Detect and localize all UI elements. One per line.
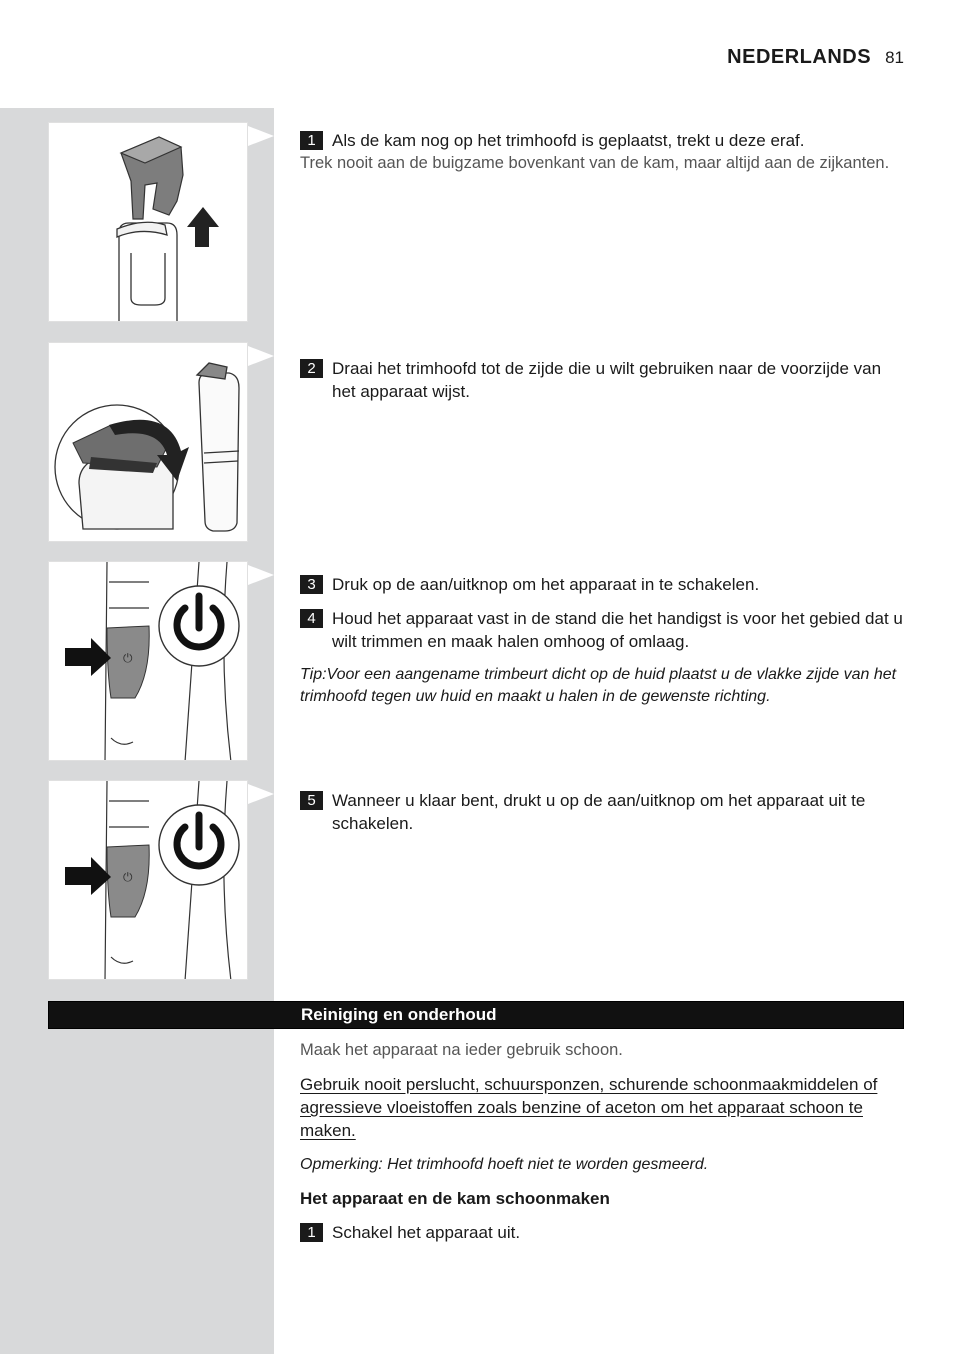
step-3-block xyxy=(300,573,904,596)
step-number: 3 xyxy=(300,575,323,594)
svg-text:⏻: ⏻ xyxy=(123,651,133,665)
step-4-block xyxy=(300,607,904,653)
illustration-power-on xyxy=(48,561,248,761)
section-title: Reiniging en onderhoud xyxy=(301,1005,497,1024)
step-text: Schakel het apparaat uit. xyxy=(332,1223,521,1242)
step-number: 1 xyxy=(300,1223,323,1242)
tip-block xyxy=(300,664,904,708)
step-number: 1 xyxy=(300,131,323,150)
page-number: 81 xyxy=(885,48,904,67)
step-2-block xyxy=(300,357,904,403)
step-number: 5 xyxy=(300,791,323,810)
section-heading-bar xyxy=(48,1001,904,1029)
subheading-text: Het apparaat en de kam schoonmaken xyxy=(300,1189,610,1208)
panel-pointer xyxy=(248,126,274,146)
section-warning xyxy=(300,1073,896,1142)
step-subtext: Trek nooit aan de buigzame bovenkant van de kam, maar altijd aan de zijkanten. xyxy=(300,154,890,172)
illustration-remove-comb xyxy=(48,122,248,322)
illustration-power-off xyxy=(48,780,248,980)
step-text: Als de kam nog op het trimhoofd is geplaatst, trekt u deze eraf. xyxy=(332,131,805,150)
step-text: Wanneer u klaar bent, drukt u op de aan/uitknop om het apparaat uit te schakelen. xyxy=(332,791,866,833)
step-5-block xyxy=(300,789,904,835)
page-header xyxy=(727,46,904,76)
svg-text:⏻: ⏻ xyxy=(123,870,133,884)
panel-pointer xyxy=(248,784,274,804)
intro-text: Maak het apparaat na ieder gebruik schoon. xyxy=(300,1041,623,1059)
section-note xyxy=(300,1154,904,1176)
cleaning-step-1 xyxy=(300,1221,904,1244)
section-subheading xyxy=(300,1187,904,1210)
step-1-block xyxy=(300,129,904,175)
step-number: 2 xyxy=(300,359,323,378)
panel-pointer xyxy=(248,346,274,366)
illustration-rotate-head xyxy=(48,342,248,542)
step-text: Druk op de aan/uitknop om het apparaat in te schakelen. xyxy=(332,575,760,594)
note-text: Opmerking: Het trimhoofd hoeft niet te worden gesmeerd. xyxy=(300,1156,709,1173)
step-number: 4 xyxy=(300,609,323,628)
panel-pointer xyxy=(248,565,274,585)
section-intro xyxy=(300,1039,904,1062)
step-text: Houd het apparaat vast in de stand die het handigst is voor het gebied dat u wilt trimmen en maak halen omhoog of omlaag. xyxy=(332,609,903,651)
step-text: Draai het trimhoofd tot de zijde die u wilt gebruiken naar de voorzijde van het apparaat wijst. xyxy=(332,359,882,401)
tip-text: Tip:Voor een aangename trimbeurt dicht op de huid plaatst u de vlakke zijde van het trimhoofd tegen uw huid en maakt u halen in de gewenste richting. xyxy=(300,666,897,705)
warning-text: Gebruik nooit perslucht, schuursponzen, schurende schoonmaakmiddelen of agressieve vloeistoffen zoals benzine of aceton om het apparaat schoon te maken. xyxy=(300,1075,878,1140)
language-label: NEDERLANDS xyxy=(727,46,872,68)
